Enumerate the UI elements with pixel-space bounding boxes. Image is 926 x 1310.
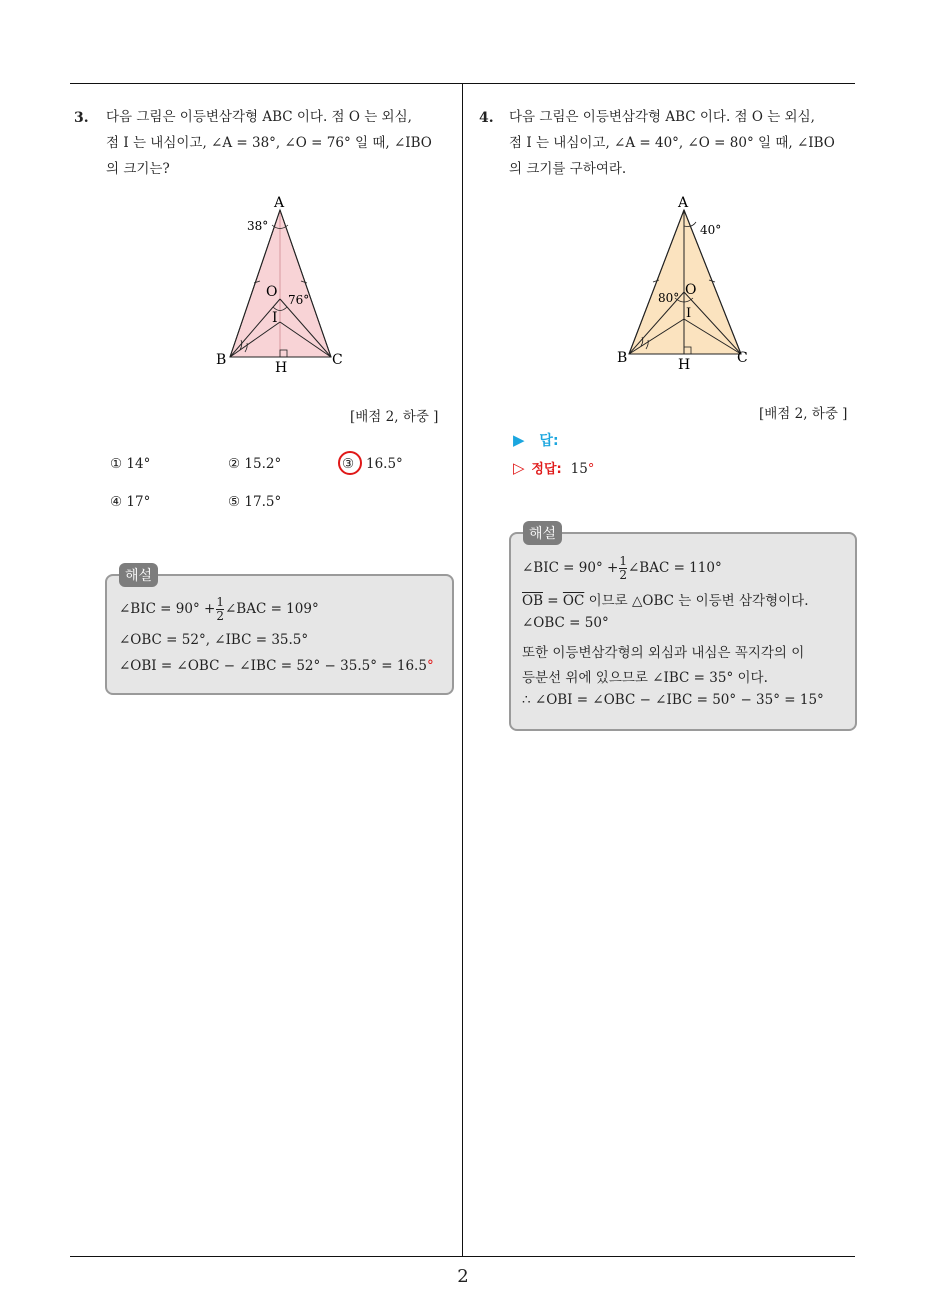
q3-choice-1[interactable]: ① 14°	[110, 456, 151, 472]
q3-score: [배점 2, 하중 ]	[350, 409, 439, 425]
q3-choice-3-mark[interactable]: ③	[342, 456, 355, 472]
q3-label-h: H	[275, 360, 288, 376]
q3-choice-4[interactable]: ④ 17°	[110, 494, 151, 510]
column-divider	[462, 83, 463, 1257]
q3-number: 3.	[74, 110, 89, 126]
q3-sol-fraction	[216, 596, 224, 623]
hint-row	[513, 430, 559, 450]
page-number: 2	[457, 1266, 469, 1287]
q4-label-a: A	[678, 195, 689, 211]
answer-circle-mark	[338, 451, 362, 475]
q4-label-h: H	[678, 357, 691, 372]
play-icon: ▶	[513, 431, 525, 449]
q4-sol-l1b: ∠BAC = 110°	[627, 560, 722, 576]
q4-number: 4.	[479, 110, 494, 126]
hint-label: 답:	[539, 433, 559, 449]
q3-figure	[210, 192, 360, 377]
q4-label-i: I	[686, 306, 692, 321]
q3-label-b: B	[216, 352, 227, 368]
q3-text-line2: 점 I 는 내심이고, ∠A = 38°, ∠O = 76° 일 때, ∠IBO	[106, 135, 432, 151]
q4-text	[509, 104, 835, 182]
q4-angle-o-label: 80°	[658, 291, 680, 305]
q3-solution-line3	[119, 658, 434, 674]
q3-angle-a-label: 38°	[247, 219, 269, 233]
q3-solution-line1	[119, 596, 319, 623]
q4-text-line3: 의 크기를 구하여라.	[509, 161, 627, 177]
q4-label-c: C	[737, 350, 748, 366]
outline-play-icon: ▷	[513, 459, 525, 477]
q4-sol-segment-oc: $\overline{OC}$	[562, 593, 585, 609]
q3-label-a: A	[274, 195, 285, 211]
q4-solution-line2	[522, 589, 809, 609]
q4-solution-tab: 해설	[523, 521, 562, 545]
q4-solution-line6: ∴ ∠OBI = ∠OBC − ∠IBC = 50° − 35° = 15°	[522, 692, 824, 708]
q4-text-line2: 점 I 는 내심이고, ∠A = 40°, ∠O = 80° 일 때, ∠IBO	[509, 135, 835, 151]
q4-sol-l2-eq: =	[543, 593, 563, 609]
q3-text-line3: 의 크기는?	[106, 161, 170, 177]
q4-text-line1: 다음 그림은 이등변삼각형 ABC 이다. 점 O 는 외심,	[509, 109, 815, 125]
q3-sol-frac-den: 2	[216, 609, 224, 623]
q4-label-b: B	[617, 350, 628, 366]
q3-sol-l3-deg: °	[426, 658, 434, 674]
q3-sol-l3: ∠OBI = ∠OBC − ∠IBC = 52° − 35.5° = 16.5	[119, 658, 427, 674]
q3-label-c: C	[332, 352, 343, 368]
q4-angle-a-label: 40°	[700, 223, 722, 237]
q4-sol-frac-num: 1	[619, 554, 627, 568]
q4-sol-fraction	[619, 555, 627, 582]
q3-solution-line2: ∠OBC = 52°, ∠IBC = 35.5°	[119, 632, 309, 648]
q3-choice-5[interactable]: ⑤ 17.5°	[228, 494, 282, 510]
q3-choice-2[interactable]: ② 15.2°	[228, 456, 282, 472]
q4-solution-line4: 또한 이등변삼각형의 외심과 내심은 꼭지각의 이	[522, 645, 805, 661]
q4-score: [배점 2, 하중 ]	[759, 406, 848, 422]
q3-solution-tab: 해설	[119, 563, 158, 587]
bottom-rule	[70, 1256, 855, 1257]
answer-deg: °	[587, 462, 595, 477]
q3-label-i: I	[272, 310, 278, 326]
q3-sol-frac-num: 1	[216, 595, 224, 609]
q3-label-o: O	[266, 284, 278, 300]
q3-text	[106, 104, 432, 182]
q3-text-line1: 다음 그림은 이등변삼각형 ABC 이다. 점 O 는 외심,	[106, 109, 412, 125]
q4-figure	[612, 192, 762, 372]
q4-solution-line1	[522, 555, 722, 582]
q4-sol-frac-den: 2	[619, 568, 627, 582]
q4-sol-segment-ob: $\overline{OB}$	[522, 593, 543, 609]
q3-sol-l1b: ∠BAC = 109°	[224, 601, 319, 617]
answer-label: 정답:	[531, 462, 562, 477]
q4-solution-line5: 등분선 위에 있으므로 ∠IBC = 35° 이다.	[522, 670, 768, 686]
q4-sol-l1a: ∠BIC = 90° +	[522, 560, 619, 576]
q4-label-o: O	[685, 282, 697, 298]
q3-sol-l1a: ∠BIC = 90° +	[119, 601, 216, 617]
answer-row	[513, 458, 594, 477]
q4-solution-line3: ∠OBC = 50°	[522, 615, 609, 631]
answer-value: 15	[570, 461, 588, 477]
q3-angle-o-label: 76°	[288, 293, 310, 307]
q3-choice-3-value[interactable]: 16.5°	[366, 456, 403, 472]
q4-sol-l2-rest: 이므로 △OBC 는 이등변 삼각형이다.	[584, 593, 809, 609]
